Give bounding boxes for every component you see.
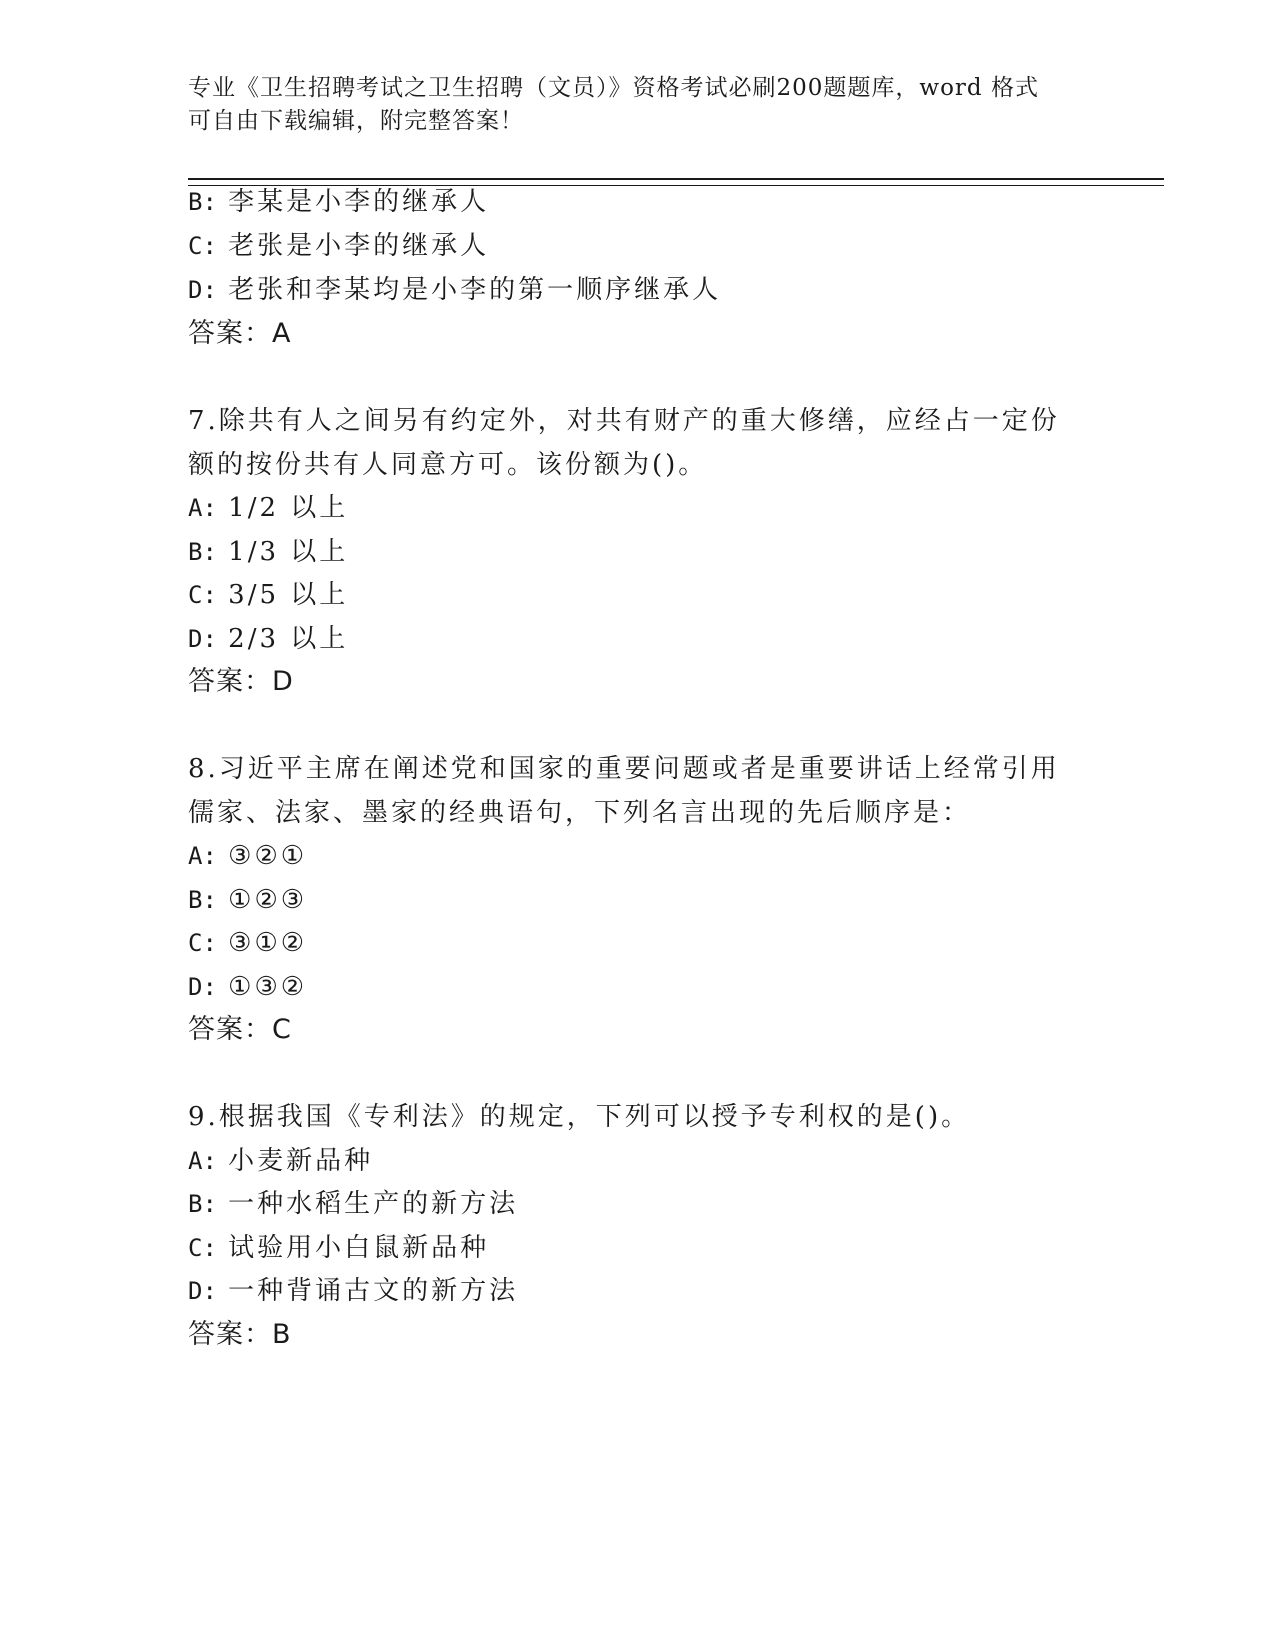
option-text: 试验用小白鼠新品种 [228,1233,490,1263]
option-label: A: [188,1147,217,1175]
option-label: B: [188,1190,217,1218]
document-header [188,72,1088,138]
q9-stem-line1: 9.根据我国《专利法》的规定，下列可以授予专利权的是()。 [188,1102,971,1132]
option-label: D: [188,276,217,304]
option-text: ①②③ [228,885,308,915]
option-label: C: [188,1234,217,1262]
option-text: 老张是小李的继承人 [228,231,490,261]
option-text: ①③② [228,972,308,1002]
q7-option-c [188,578,348,612]
option-text: 3/5 以上 [228,580,349,610]
option-label: C: [188,232,217,260]
option-text: 小麦新品种 [228,1146,374,1176]
q6-option-b [188,185,489,219]
option-text: 1/3 以上 [228,537,349,567]
q7-stem-line1: 7.除共有人之间另有约定外，对共有财产的重大修缮，应经占一定份 [188,406,1060,436]
header-title-line2: 可自由下载编辑，附完整答案！ [188,108,524,134]
q8-option-b [188,883,307,917]
q8-option-a [188,839,307,873]
q7-option-a [188,491,348,525]
q7-answer: 答案：D [188,666,294,697]
option-text: 李某是小李的继承人 [228,187,490,217]
q8-stem-line1: 8.习近平主席在阐述党和国家的重要问题或者是重要讲话上经常引用 [188,754,1060,784]
q6-option-c [188,229,489,263]
option-label: D: [188,1277,217,1305]
q8-option-c [188,926,307,960]
option-label: A: [188,494,217,522]
option-text: ③①② [228,928,308,958]
option-label: C: [188,581,217,609]
q9-option-c [188,1231,489,1265]
option-text: 一种背诵古文的新方法 [228,1276,519,1306]
option-text: 2/3 以上 [228,624,349,654]
option-label: A: [188,842,217,870]
option-label: C: [188,929,217,957]
option-label: B: [188,538,217,566]
option-label: B: [188,886,217,914]
q8-option-d [188,970,307,1004]
q8-answer: 答案：C [188,1014,292,1045]
q9-option-a [188,1144,373,1178]
q9-option-d [188,1274,518,1308]
q8-stem-line2: 儒家、法家、墨家的经典语句，下列名言出现的先后顺序是： [188,798,972,828]
option-text: 老张和李某均是小李的第一顺序继承人 [228,275,722,305]
q9-answer: 答案：B [188,1319,292,1350]
q9-option-b [188,1187,518,1221]
q6-answer: 答案：A [188,318,292,349]
option-text: ③②① [228,841,308,871]
option-label: D: [188,625,217,653]
q7-option-b [188,535,348,569]
option-label: D: [188,973,217,1001]
header-title-line1: 专业《卫生招聘考试之卫生招聘（文员）》资格考试必刷200题题库，word 格式 [188,75,1039,101]
option-text: 1/2 以上 [228,493,349,523]
q7-stem-line2: 额的按份共有人同意方可。该份额为()。 [188,450,708,480]
option-label: B: [188,188,217,216]
q7-option-d [188,622,348,656]
option-text: 一种水稻生产的新方法 [228,1189,519,1219]
q6-option-d [188,273,721,307]
